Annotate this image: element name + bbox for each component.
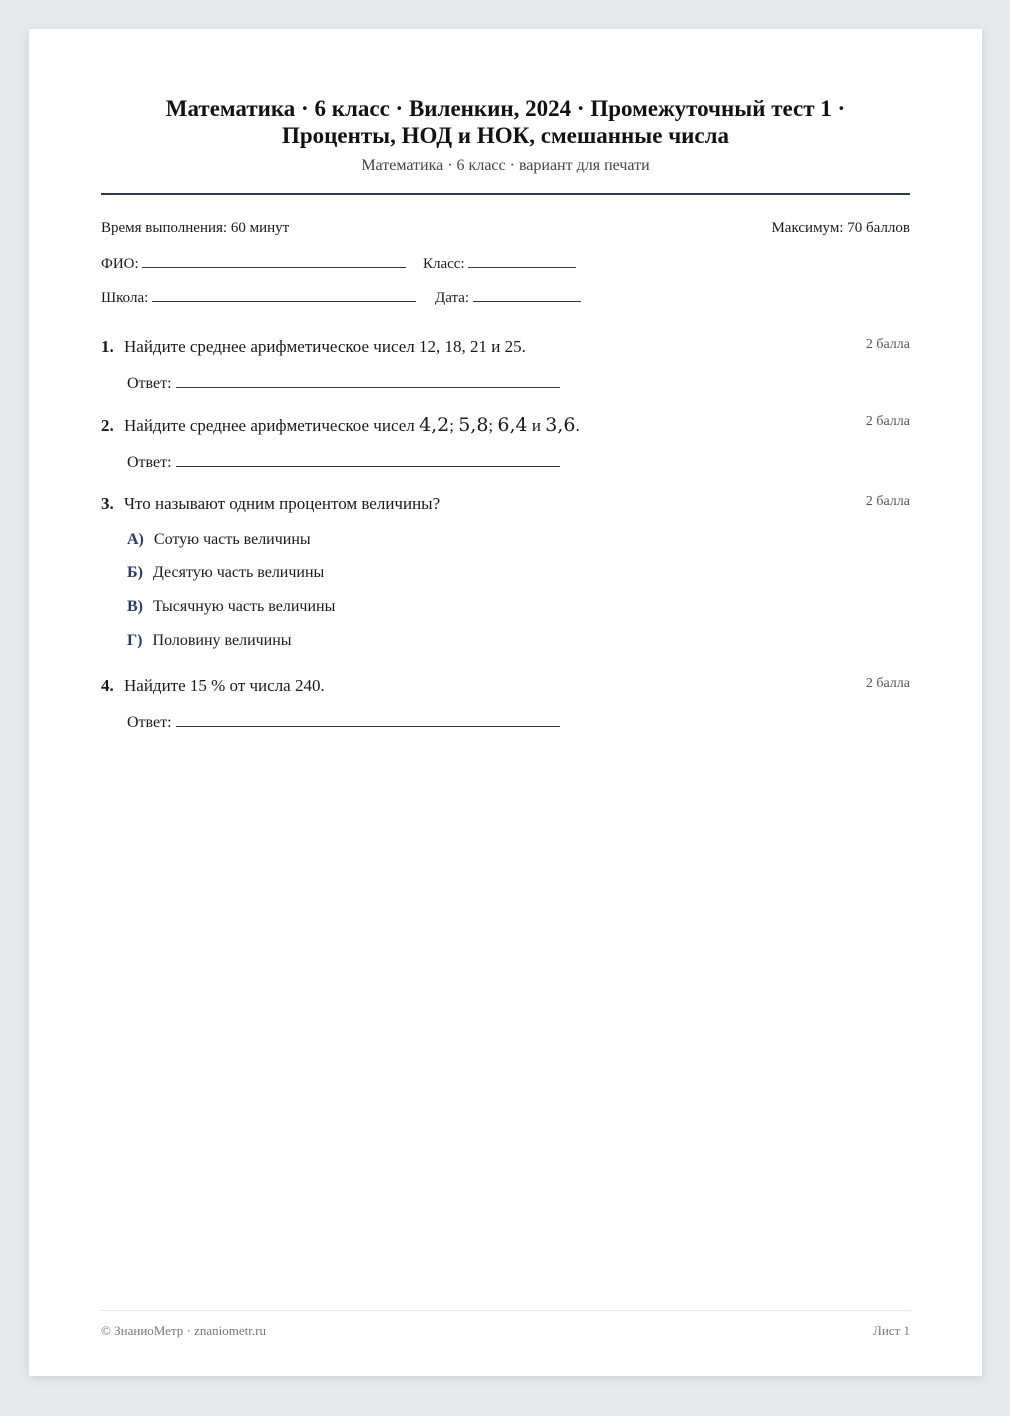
question-number: 1.	[101, 337, 114, 356]
option-letter: Б)	[127, 564, 143, 581]
max-score: Максимум: 70 баллов	[771, 220, 910, 236]
page-title	[101, 95, 910, 149]
math-value: 5,8	[458, 414, 489, 436]
math-value: 6,4	[497, 414, 528, 436]
option-text: Десятую часть величины	[152, 564, 325, 581]
question-points: 2 балла	[865, 676, 910, 691]
time-limit: Время выполнения: 60 минут	[101, 220, 290, 236]
answer-input-line[interactable]	[176, 373, 560, 388]
date-label: Дата:	[435, 290, 470, 306]
answer-input-line[interactable]	[176, 452, 560, 467]
option-g[interactable]	[127, 632, 292, 650]
fio-input-line[interactable]	[142, 253, 406, 268]
option-text: Половину величины	[152, 632, 292, 649]
class-field	[423, 253, 576, 273]
page-sheet	[29, 29, 982, 1376]
school-label: Школа:	[101, 290, 149, 306]
option-text: Сотую часть величины	[153, 531, 311, 548]
question-points: 2 балла	[865, 494, 910, 509]
question-number: 3.	[101, 494, 114, 513]
question-text: Найдите среднее арифметическое чисел 12, 18, 21 и 25.	[124, 337, 526, 356]
page-content	[101, 29, 910, 1376]
question-number: 4.	[101, 676, 114, 695]
question-4	[101, 676, 910, 696]
question-3	[101, 494, 910, 514]
separator: ;	[449, 416, 454, 435]
school-input-line[interactable]	[152, 287, 416, 302]
separator: ;	[488, 416, 494, 435]
question-points: 2 балла	[865, 414, 910, 429]
question-1	[101, 337, 910, 357]
math-value: 4,2	[418, 414, 450, 436]
conjunction: и	[531, 416, 541, 435]
answer-label: Ответ:	[127, 714, 172, 731]
question-text: Что называют одним процентом величины?	[124, 494, 441, 513]
date-input-line[interactable]	[473, 287, 581, 302]
date-field	[435, 287, 581, 307]
footer-divider	[101, 1310, 910, 1311]
answer-input-line[interactable]	[176, 712, 560, 727]
page-subtitle: Математика · 6 класс · вариант для печати	[361, 157, 650, 174]
header-divider	[101, 193, 910, 195]
answer-label: Ответ:	[127, 454, 172, 471]
math-value: 3,6	[545, 414, 576, 436]
footer-copyright: © ЗнаниоМетр · znaniometr.ru	[101, 1323, 266, 1338]
question-text: Найдите среднее арифметическое чисел	[124, 416, 415, 435]
title-line-2: Проценты, НОД и НОК, смешанные числа	[281, 123, 730, 148]
option-letter: А)	[127, 531, 144, 548]
question-number: 2.	[101, 416, 114, 435]
answer-field-2	[127, 452, 560, 472]
answer-field-1	[127, 373, 560, 393]
option-b[interactable]	[127, 564, 324, 582]
footer-page-number: Лист 1	[873, 1323, 910, 1338]
option-v[interactable]	[127, 598, 335, 616]
option-letter: В)	[127, 598, 143, 615]
question-2	[101, 414, 910, 436]
class-input-line[interactable]	[468, 253, 576, 268]
answer-label: Ответ:	[127, 375, 172, 392]
option-a[interactable]	[127, 531, 311, 549]
question-points: 2 балла	[865, 337, 910, 352]
title-line-1: Математика · 6 класс · Виленкин, 2024 · Промежуточный тест 1 ·	[165, 96, 846, 121]
period: .	[575, 416, 580, 435]
fio-field	[101, 253, 406, 273]
school-field	[101, 287, 416, 307]
answer-field-4	[127, 712, 560, 732]
class-label: Класс:	[423, 256, 465, 272]
option-letter: Г)	[127, 632, 143, 649]
question-text: Найдите 15 % от числа 240.	[124, 676, 325, 695]
option-text: Тысячную часть величины	[153, 598, 336, 615]
fio-label: ФИО:	[101, 256, 139, 272]
